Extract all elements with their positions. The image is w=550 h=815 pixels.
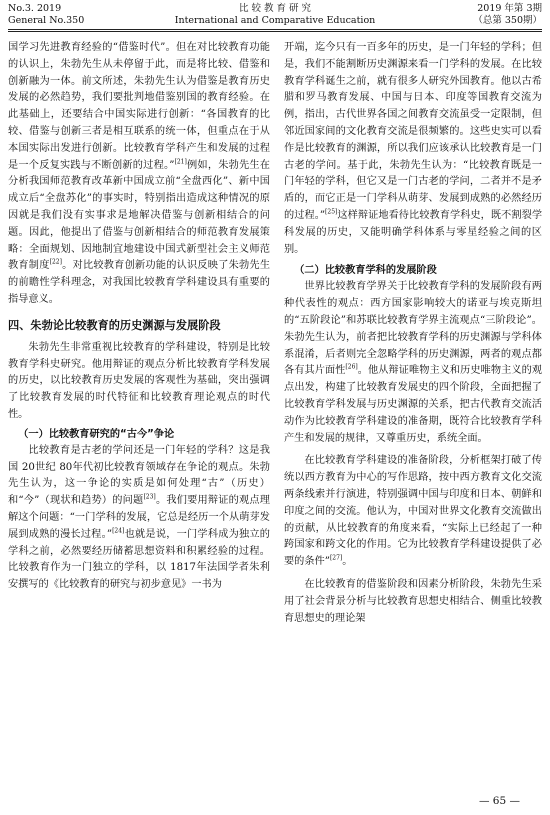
page-number: — 65 — bbox=[478, 795, 520, 807]
right-column bbox=[284, 40, 542, 627]
paragraph: 国学习先进教育经验的“借鉴时代”。但在对比较教育功能的认识上，朱勃先生从未停留于此，而是将比较、借鉴和创新融为一体。前文所述，朱勃先生认为借鉴是教育历史发展的必然趋势，我们要批判地借鉴别国的教育经验。在此基础上，还要结合中国实际进行创新：“各国教育的比较、借鉴与创新三者是相互联系的统一体，但重点在于从本国实际出发进行创新。比较教育学科产生和发展的过程是一个反复实践与不断创新的过程。”[21]例如，朱勃先生在分析我国师范教育改革新中国成立前“全盘西化”、新中国成立后“全盘苏化”的事实时，特别指出造成这种情况的原因就是我们没有实事求是地解决借鉴与创新相结合的问题。因此，他提出了借鉴与创新相结合的师范教育发展策略：全面规划、因地制宜地建设中国式新型社会主义师范教育制度[22]。对比较教育创新功能的认识反映了朱勃先生的前瞻性学科理念，对我国比较教育学科建设具有重要的指导意义。 bbox=[8, 42, 271, 305]
section-heading: 四、朱勃论比较教育的历史渊源与发展阶段 bbox=[8, 318, 221, 332]
citation: [26] bbox=[345, 363, 358, 371]
header-issue-right: 2019 年第 3期 bbox=[477, 3, 542, 14]
citation: [22] bbox=[49, 258, 62, 266]
paragraph: 比较教育是古老的学问还是一门年轻的学科？这是我国 20世纪 80年代初比较教育领域存在争论的观点。朱勃先生认为，这一争论的实质是如何处理“古”（历史）和“今”（现状和趋势）的问题[23]。我们要用辩证的观点理解这个问题：“一门学科的发展，它总是经历一个从萌芽发展到成熟的漫长过程。”[24]也就是说，一门学科成为独立的学科之前，必然要经历储蓄思想资料和积累经验的过程。比较教育作为一门独立的学科，以 1817年法国学者朱利安撰写的《比较教育的研究与初步意见》一书为 bbox=[8, 444, 270, 591]
paragraph: 在比较教育学科建设的准备阶段，分析框架打破了传统以西方教育为中心的写作思路，按中西方教育文化交流两条线索并行演进，特别强调中国与印度和日本、朝鲜和印度之间的交流。他认为，中国对世界文化教育交流做出的贡献，从比较教育的角度来看，“实际上已经起了一种跨国家和跨文化的作用。它为比较教育学科建设提供了必要的条件”[27]。 bbox=[284, 455, 542, 568]
citation: [25] bbox=[325, 208, 338, 216]
citation: [23] bbox=[143, 493, 156, 501]
citation: [27] bbox=[329, 554, 343, 562]
paragraph: 朱勃先生非常重视比较教育的学科建设，特别是比较教育学科史研究。他用辩证的观点分析比较教育学科发展的历史，以比较教育历史发展的客观性为基础，突出强调了比较教育发展的时代特征和比较教育理论观点的时代性。 bbox=[8, 341, 270, 420]
subsection-heading: （二）比较教育学科的发展阶段 bbox=[294, 265, 437, 277]
citation: [24] bbox=[112, 527, 125, 535]
journal-title-en: International and Comparative Education bbox=[174, 15, 376, 26]
left-column bbox=[8, 40, 270, 594]
paragraph: 在比较教育的借鉴阶段和因素分析阶段，朱勃先生采用了社会背景分析与比较教育思想史相结合、侧重比较教育思想史的理论架 bbox=[284, 578, 542, 624]
citation: [21] bbox=[174, 158, 187, 166]
header-serial-left: General No.350 bbox=[8, 15, 85, 26]
paragraph: 世界比较教育学界关于比较教育学科的发展阶段有两种代表性的观点：西方国家影响较大的诺亚与埃克斯坦的“五阶段论”和苏联比较教育学界主流观点“三阶段论”。朱勃先生认为，前者把比较教育学科的历史渊源与学科体系混淆，后者则完全忽略学科的历史渊源，两者的观点都各有其片面性[26]。他从辩证唯物主义和历史唯物主义的观点出发，构建了比较教育发展史的四个阶段，全面把握了比较教育学科发展与历史渊源的关系，把古代教育交流活动作为比较教育学科建设的准备期，既符合比较教育学科产生和发展的规律，又尊重历史，系统全面。 bbox=[284, 281, 543, 444]
header-rule-double bbox=[8, 31, 542, 32]
header-rule bbox=[8, 29, 542, 30]
journal-title-cn: 比 较 教 育 研 究 bbox=[238, 3, 312, 14]
subsection-heading: （一）比较教育研究的“古今”争论 bbox=[18, 428, 175, 440]
header-issue-left: No.3. 2019 bbox=[8, 3, 62, 14]
paragraph: 开端，迄今只有一百多年的历史，是一门年轻的学科；但是，我们不能割断历史渊源来看一门学科的发展。在比较教育学科诞生之前，就有很多人研究外国教育。他以古希腊和罗马教育发展、中国与日本、印度等国教育交流为例，指出，古代世界各国之间教育交流虽受一定限制，但邻近国家间的文化教育交流是很频繁的。这些史实可以看作是比较教育的渊源，所以我们应该承认比较教育是一门古老的学问。基于此，朱勃先生认为：“比较教育既是一门年轻的学科，但它又是一门古老的学问，二者并不是矛盾的，而它正是一门学科从萌芽、发展到成熟的必然经历的过程。”[25]这样辩证地看待比较教育学科史，既不割裂学科发展的历史，又能明确学科体系与零星经验之间的区别。 bbox=[284, 42, 543, 255]
header-serial-right: （总第 350期） bbox=[473, 15, 542, 26]
